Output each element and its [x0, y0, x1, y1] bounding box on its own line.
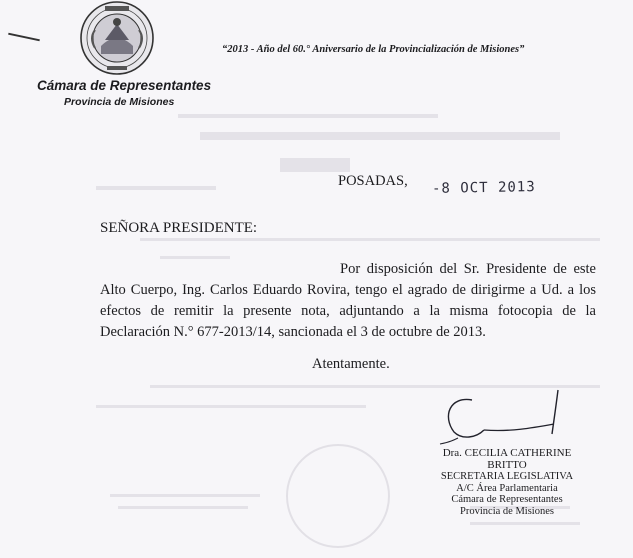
- signatory-area: A/C Área Parlamentaria: [456, 482, 558, 494]
- handwritten-signature: [420, 386, 580, 446]
- bleed-through-line: [280, 158, 350, 172]
- bleed-through-line: [140, 238, 600, 241]
- signatory-name: Dra. CECILIA CATHERINE BRITTO: [442, 447, 572, 471]
- letter-place: POSADAS,: [338, 173, 408, 189]
- signatory-chamber: Cámara de Representantes: [451, 494, 563, 505]
- letter-closing: Atentamente.: [312, 356, 390, 372]
- letter-body-paragraph: Por disposición del Sr. Presidente de este Alto Cuerpo, Ing. Carlos Eduardo Rovira, tengo el agrado de dirigirme a Ud. a los efectos de remitir la presente nota, adjuntando a la misma fotocopia de la Declaración N.° 677-2013/14, sancionada el 3 de octubre de 2013.: [100, 261, 596, 340]
- signatory-province: Provincia de Misiones: [460, 505, 554, 517]
- bleed-through-line: [96, 405, 366, 408]
- header-motto: “2013 - Año del 60.° Aniversario de la Provincialización de Misiones”: [222, 44, 525, 55]
- bleed-through-line: [470, 522, 580, 525]
- letter-salutation: SEÑORA PRESIDENTE:: [100, 220, 258, 236]
- bleed-through-line: [110, 494, 260, 497]
- signatory-title: SECRETARIA LEGISLATIVA: [440, 471, 574, 482]
- signature-block: [427, 448, 587, 517]
- bleed-through-line: [96, 186, 216, 190]
- date-stamp: -8 OCT 2013: [431, 179, 536, 197]
- bleed-through-seal: [286, 444, 390, 548]
- letter-body: [100, 259, 596, 343]
- pen-mark: [8, 33, 40, 42]
- bleed-through-line: [178, 114, 438, 118]
- bleed-through-line: [200, 132, 560, 140]
- province-name: Provincia de Misiones: [64, 96, 175, 108]
- bleed-through-line: [118, 506, 248, 509]
- organization-name: Cámara de Representantes: [37, 78, 212, 93]
- provincial-seal-icon: [79, 0, 155, 76]
